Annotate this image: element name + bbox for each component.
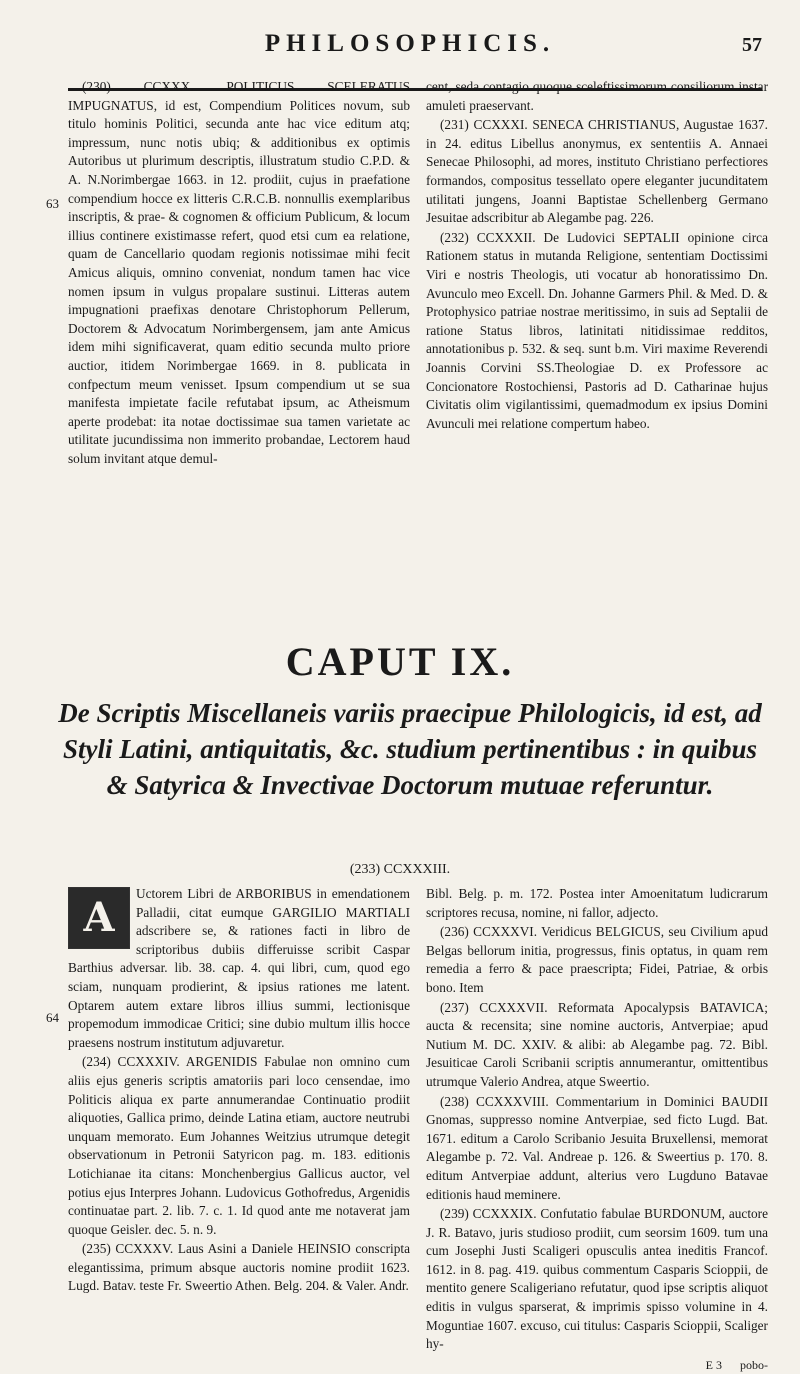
entry-continuation: Bibl. Belg. p. m. 172. Postea inter Amoenitatum ludicrarum scriptores recusa, nomine, ni fallor, adjecto. (426, 886, 768, 920)
entry-239: (239) CCXXXIX. Confutatio fabulae BURDONUM, auctore J. R. Batavo, juris studioso prodiit, cum seorsim 1609. tum una cum Josephi Justi Scaligeri opusculis antea ineditis Francof. 1612. in 8. pag. 419. quibus commentum Casparis Scioppii, de mentito genere Scaligeriano refutatur, quod ipse scriptis aliquot editis in vulgus sparserat, & imprimis spisso volumine in 4. Moguntiae 1607. excuso, cui titulus: Casparis Scioppii, Scaliger hy- (426, 1206, 768, 1352)
page-number: 57 (742, 34, 762, 56)
entry-235: (235) CCXXXV. Laus Asini a Daniele HEINSIO conscripta elegantissima, primum absque auctoris nomine prodiit 1623. Lugd. Batav. teste Fr. Sweertio Athen. Belg. 204. & Valer. Andr. (68, 1241, 410, 1294)
entry-231: (231) CCXXXI. SENECA CHRISTIANUS, Augustae 1637. in 24. editus Libellus anonymus, ex sententiis A. Annaei Senecae Philosophi, ad mores, instituto Christiano perfectiores formandos, compositus tessellato opere eleganter jucunditatem utilitati jungens, Joanni Baptistae Schellenberg Germano Jesuitae adscribitur ab Alegambe pag. 226. (426, 117, 768, 226)
margin-number: 63 (46, 196, 59, 211)
lower-columns (68, 885, 768, 1372)
entry-238: (238) CCXXXVIII. Commentarium in Dominici BAUDII Gnomas, suppresso nomine Antverpiae, sed ficto Lugd. Bat. 1671. editum a Carolo Scribanio Jesuita Bruxellensi, memorat Alegambe p. 72. Val. Andreae p. 126. & Sweertius p. 170. 8. editum Antverpiae addunt, alterius vero Lugduno Batavae editionis haud meminere. (426, 1093, 768, 1202)
chapter-heading: CAPUT IX. (285, 639, 515, 684)
lower-left-column (68, 885, 410, 1355)
ornamental-initial: A (68, 887, 130, 949)
catchword: pobo- (740, 1357, 768, 1372)
section-number: (233) CCXXXIII. (349, 862, 451, 877)
entry-232: (232) CCXXXII. De Ludovici SEPTALII opinione circa Rationem status in mutanda Religione, sententiam Doctissimi Viri e nostris Theologis, uti vocatur ab honoratissimo Dn. Avunculo meo Excell. Dn. Johanne Garmers Phil. & Med. D. & Protophysico patriae nostrae meritissimo, in suis ad Septalii de ratione Status libros, latinitati nitidissimae redditos, annotationibus p. 532. & seq. sunt b.m. Viri maxime Reverendi Joannis Corvini SS.Theologiae D. ex Professore ac Concionatore Rostochiensi, Pastoris ad D. Catharinae hujus Civitatis olim vigilantissimi, quemadmodum ex ipsius Domini Avunculi mei relatione compertum habeo. (426, 229, 768, 431)
entry-234: (234) CCXXXIV. ARGENIDIS Fabulae non omnino cum aliis ejus generis scriptis amatoriis pari loco censendae, imo Politicis aliqua ex parte annumerandae Continuatio prodiit aliquoties, Gallica primo, deinde Latina etiam, auctore neutrubi unquam memorato. Eum Johannes Weitzius utrumque detegit observationum in Petronii Satyricon pag. m. 183. editionis Lotichianae ita citans: Monchenbergius Gallicus auctor, vel potius ejus Interpres Johann. Ludovicus Gothofredus, Argenidis continuatae part. 2. lib. 7. c. 1. Id quod ante me notaverat jam quoque Geisler. dec. 5. n. 9. (68, 1054, 410, 1237)
entry-236: (236) CCXXXVI. Veridicus BELGICUS, seu Civilium apud Belgas bellorum initia, progressus, finis optatus, in quam rem remedia a ferro & pace praescripta; Fidei, Patriae, & orbis bono. Item (426, 924, 768, 995)
right-column (426, 78, 768, 623)
left-column (68, 78, 410, 623)
entry-237: (237) CCXXXVII. Reformata Apocalypsis BATAVICA; aucta & recensita; sine nomine auctoris, Antverpiae; apud Nutium M. DC. XXIV. & alibi: ab Alegambe pag. 72. Bibl. Jesuiticae Caroli Scribanii scriptis annumerantur, omittentibus utrumque Valerio Andrea, atque Sweertio. (426, 999, 768, 1089)
upper-columns (68, 78, 768, 623)
margin-number: 64 (46, 1010, 59, 1025)
entry-230: (230) CCXXX. POLITICUS SCELERATUS IMPUGNATUS, id est, Compendium Politices novum, sub titulo hominis Politici, secunda ante hac vice editum atq; impressum, nunc notis ubiq; & additionibus ex optimis Autoribus ut plurimum descriptis, illustratum studio C.P.D. & A. N.Norimbergae 1663. in 12. prodiit, cujus in praefatione compendium hocce ex litteris C.R.C.B. nonnullis exemplaribus inscriptis, & prae- & cognomen & officium Publicum, & locum illius continere existimasse refert, quod etsi cum ea relatione, quam de Cancellario quodam regionis notissimae mihi fecit Amicus aliquis, omnino conveniat, nondum tamen hac vice nomen ipsum in vulgus propalare sustinui. Litteras autem impugnationi praefixas denotare Christophorum Pellerum, Doctorem & Advocatum Norimbergensem, jam ante Amicus idem mihi significaverat, quam editio secunda multo priore auctior, itidem Norimbergae 1669. in 8. publicata in confpectum meum venisset. Ipsum compendium ut se sua manifesta impietate facile refutabat ipsum, ac Atheismum aperte prodebat: ita notae doctissimae sua tamen varietate ac utilitate jucundissima non immerito probandae, Lectorem haud solum invitant atque demul- (68, 79, 410, 466)
running-head (0, 30, 800, 70)
entry-233: Uctorem Libri de ARBORIBUS in emendationem Palladii, citat eumque GARGILIO MARTIALI adscribere se, & rationes facti in libro de scriptoribus dubiis differuisse scribit Caspar Barthius adversar. lib. 38. cap. 4. qui libri, cum, quod ego sciam, nunquam prodierint, & ipsius rationes me latent. Optarem autem extare libros illius summi, lectionisque propemodum immodicae Critici; sine dubio multum illis hocce praesens nostrum institutum adjuvaretur. (68, 886, 410, 1050)
chapter-title: De Scriptis Miscellaneis variis praecipue Philologicis, id est, ad Styli Latini, antiquitatis, &c. studium pertinentibus : in quibus & Satyrica & Invectivae Doctorum mutuae referuntur. (58, 698, 762, 800)
signature-mark: E 3 (705, 1357, 722, 1372)
lower-right-column (426, 885, 768, 1372)
running-title: PHILOSOPHICIS. (264, 30, 556, 57)
footer-signature (426, 1356, 768, 1374)
entry-continuation: cent, seda contagio quoque sceleftissimorum consiliorum instar amuleti praeservant. (426, 79, 768, 113)
